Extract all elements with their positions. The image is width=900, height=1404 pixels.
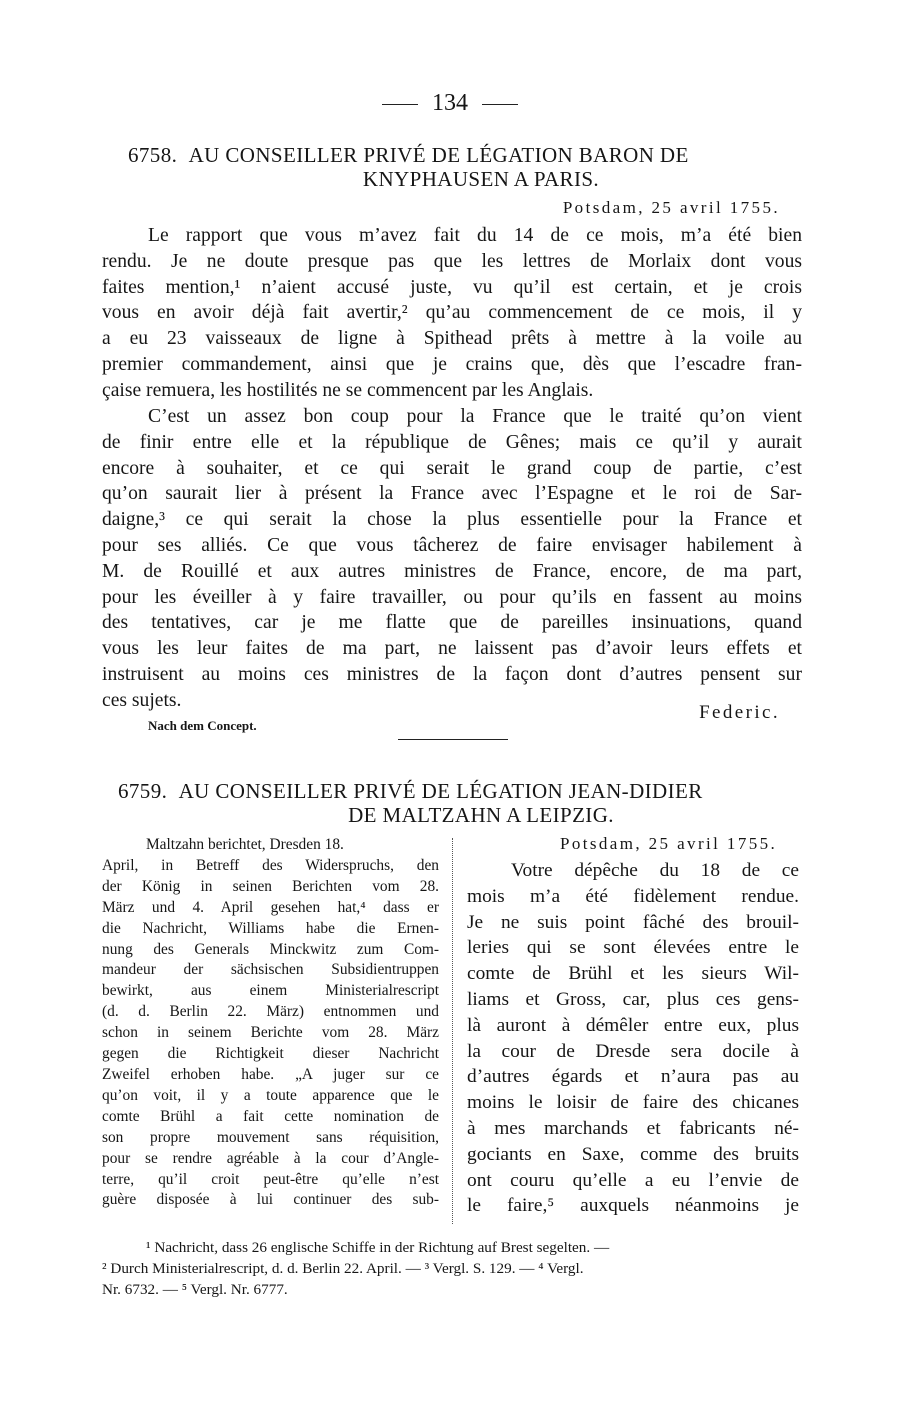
text-line: ces sujets. (102, 689, 182, 711)
letter2-heading-line2: DE MALTZAHN A LEIPZIG. (348, 803, 614, 827)
letter2-dateline: Potsdam, 25 avril 1755. (560, 834, 778, 853)
letter1-source-note: Nach dem Concept. (148, 718, 257, 733)
text-line: C’est un assez bon coup pour la France que le traité qu’on vient (148, 406, 802, 427)
letter1-dateline: Potsdam, 25 avril 1755. (562, 198, 780, 217)
text-line: comte de Brühl et les sieurs Wil- (467, 963, 799, 985)
letter1-number: 6758. (128, 143, 178, 167)
letter2-number: 6759. (118, 779, 168, 803)
text-line: pour se rendre agréable à la cour d’Angle- (102, 1149, 439, 1167)
text-line: Maltzahn berichtet, Dresden 18. (146, 836, 344, 853)
text-line: son propre mouvement sans réquisition, (102, 1128, 439, 1146)
footnotes (102, 1237, 802, 1300)
text-line: pour ses alliés. Ce que vous tâcherez de faire envisager habilement à (102, 534, 802, 556)
text-line: der König in seinen Berichten vom 28. (102, 877, 439, 895)
text-line: le faire,⁵ auxquels néanmoins je (467, 1195, 799, 1217)
text-line: April, in Betreff des Widerspruchs, den (102, 856, 439, 874)
text-line: moins le loisir de faire des chicanes (467, 1092, 799, 1114)
text-line: faites mention,¹ n’aient accusé juste, vu qu’il est certain, et je crois (102, 276, 802, 298)
text-line: bewirkt, aus einem Ministerialrescript (102, 982, 439, 1000)
right-dash (482, 104, 518, 105)
text-line: là auront à démêler entre eux, plus (467, 1014, 799, 1036)
text-line: vous en avoir déjà fait avertir,² qu’au commencement de ce mois, il y (102, 302, 802, 324)
text-line: mandeur der sächsischen Subsidientruppen (102, 961, 439, 979)
text-line: à mes marchands et fabricants né- (467, 1117, 799, 1139)
letter1-heading-line2: KNYPHAUSEN A PARIS. (362, 167, 600, 191)
footnote-line: ² Durch Ministerialrescript, d. d. Berlin 22. April. — ³ Vergl. S. 129. — ⁴ Vergl. (102, 1260, 584, 1277)
text-line: daigne,³ ce qui serait la chose la plus essentielle pour la France et (102, 509, 802, 531)
letter1-paragraph1 (102, 223, 802, 404)
text-line: Votre dépêche du 18 de ce (511, 860, 799, 881)
page-number: 134 (432, 90, 468, 116)
letter1-paragraph2 (102, 404, 802, 714)
text-line: terre, qu’il croit peut-être qu’elle n’est (102, 1170, 439, 1188)
text-line: (d. d. Berlin 22. März) entnommen und (102, 1003, 439, 1021)
text-line: die Nachricht, Williams habe die Ernen- (102, 919, 439, 937)
text-line: liams et Gross, car, plus ces gens- (467, 988, 799, 1010)
text-line: M. de Rouillé et aux autres ministres de France, encore, de ma part, (102, 560, 802, 582)
section-divider (398, 739, 508, 740)
text-line: mois m’a été fidèlement rendue. (467, 885, 799, 907)
text-line: nung des Generals Minckwitz zum Com- (102, 940, 439, 958)
text-line: rendu. Je ne doute presque pas que les lettres de Morlaix dont vous (102, 250, 802, 272)
text-line: a eu 23 vaisseaux de ligne à Spithead prêts à mettre à la voile au (102, 328, 802, 350)
text-line: pour les éveiller à y faire travailler, ou pour qu’ils en fassent au moins (102, 586, 802, 608)
text-line: premier commandement, ainsi que je crains que, dès que l’escadre fran- (102, 353, 802, 375)
letter1-signature: Federic. (699, 702, 780, 723)
text-line: d’autres égards et n’aura pas au (467, 1066, 799, 1088)
letter2-summary (102, 835, 439, 1211)
text-line: de finir entre elle et la république de Gênes; mais ce qu’il y aurait (102, 431, 802, 453)
text-line: des tentatives, car je me flatte que de pareilles insinuations, quand (102, 612, 802, 634)
text-line: qu’on voit, il y a toute apparence que le (102, 1086, 439, 1104)
text-line: encore à souhaiter, et ce qui serait le grand coup de partie, c’est (102, 457, 802, 479)
text-line: vous les leur faites de ma part, ne laissent pas d’avoir leurs effets et (102, 638, 802, 660)
text-line: Zweifel erhoben habe. „A juger sur ce (102, 1065, 439, 1083)
text-line: Je ne suis point fâché des brouil- (467, 911, 799, 933)
text-line: guère disposée à lui continuer des sub- (102, 1191, 439, 1209)
text-line: schon in seinem Berichte vom 28. März (102, 1024, 439, 1042)
letter1-heading-line1: AU CONSEILLER PRIVÉ DE LÉGATION BARON DE (188, 143, 689, 167)
text-line: çaise remuera, les hostilités ne se commencent par les Anglais. (102, 379, 594, 401)
letter2-heading (118, 779, 798, 827)
text-line: instruisent au moins ces ministres de la façon dont d’autres pensent sur (102, 663, 802, 685)
text-line: gociants en Saxe, comme des bruits (467, 1143, 799, 1165)
letter1-heading (128, 143, 788, 191)
footnote-line: ¹ Nachricht, dass 26 englische Schiffe in der Richtung auf Brest segelten. — (146, 1239, 610, 1256)
text-line: comte Brühl a fait cette nomination de (102, 1107, 439, 1125)
text-line: la cour de Dresde sera docile à (467, 1040, 799, 1062)
letter2-text (467, 858, 799, 1219)
text-line: März und 4. April gesehen hat,⁴ dass er (102, 898, 439, 916)
left-dash (382, 104, 418, 105)
text-line: leries qui se sont élevées entre le (467, 937, 799, 959)
text-line: Le rapport que vous m’avez fait du 14 de ce mois, m’a été bien (148, 225, 802, 246)
footnote-line: Nr. 6732. — ⁵ Vergl. Nr. 6777. (102, 1281, 288, 1298)
column-separator (452, 838, 453, 1224)
page-number-line (0, 90, 900, 117)
letter2-heading-line1: AU CONSEILLER PRIVÉ DE LÉGATION JEAN-DIDIER (178, 779, 703, 803)
text-line: gegen die Richtigkeit dieser Nachricht (102, 1045, 439, 1063)
text-line: ont couru qu’elle a eu l’envie de (467, 1169, 799, 1191)
text-line: qu’on saurait lier à présent la France avec l’Espagne et le roi de Sar- (102, 483, 802, 505)
